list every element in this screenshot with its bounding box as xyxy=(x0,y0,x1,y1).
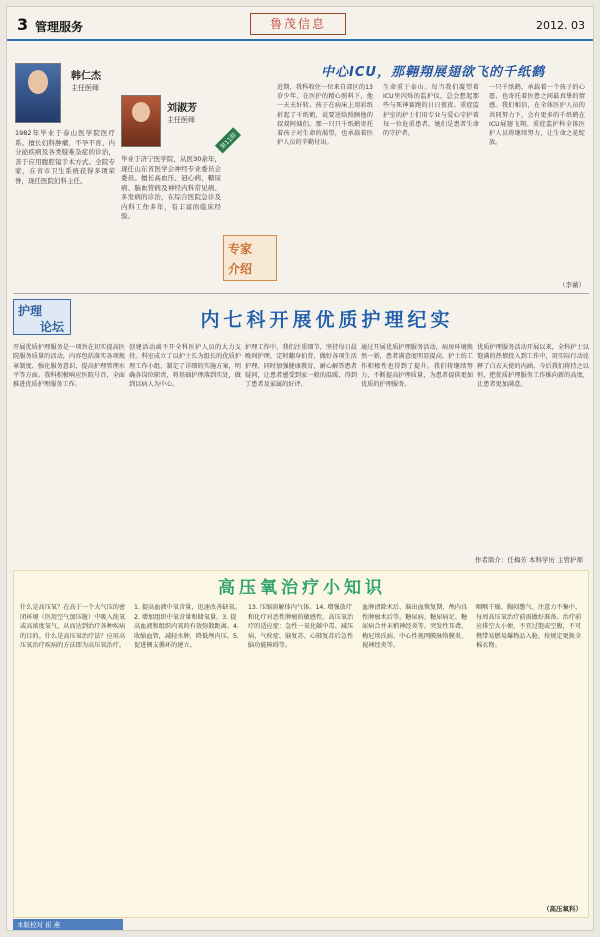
doctor2-photo xyxy=(121,95,161,147)
nursing-column-5: 优质护理服务活动开展以来，全科护士以饱满的热情投入到工作中，用实际行动诠释了白衣天使的内涵。今后我们将持之以恒，把优质护理服务工作推向新的高度，让患者更加满意。 xyxy=(477,344,589,389)
page-number: 3 xyxy=(17,15,29,34)
nursing-tag-line1: 护理 xyxy=(18,304,43,318)
knowledge-column-5: 咽喉干燥、胸闷憋气、注意力不集中、每周高压氧治疗前需做好准备。治疗前应排空大小便，不宜过饱或空腹，不可携带易燃易爆物品入舱，按规定更换全棉衣物。 xyxy=(476,604,582,650)
expert-label xyxy=(223,235,277,281)
doctor2-bio: 毕业于济宁医学院，从医30余年，现任山东省医学会神经专业委员会委员。擅长高血压、冠心病、糖尿病、脑血管病及神经内科常见病、多发病的诊治，在综合医院急诊及内科工作多年，有丰富的临床经验。 xyxy=(121,155,221,220)
nursing-forum-tag xyxy=(13,299,71,335)
nursing-tag-line2: 论坛 xyxy=(40,320,65,334)
nursing-column-2: 创建活动离不开全科医护人员的大力支持。科室成立了以护士长为组长的优质护理工作小组，制定了详细的实施方案，明确各岗位职责，将基础护理落到实处，做到以病人为中心。 xyxy=(129,344,241,389)
doctor1-photo xyxy=(15,63,61,123)
expert-label-line2: 介绍 xyxy=(228,262,253,276)
newspaper-logo: 鲁茂信息 xyxy=(250,13,346,35)
doctor1-name: 韩仁杰 xyxy=(71,71,101,82)
knowledge-title: 高压氧治疗小知识 xyxy=(218,578,386,598)
nursing-column-3: 护理工作中，我们注重细节，坚持每日晨晚间护理，定时翻身拍背，做好各项生活护理。同时加强健康教育，耐心解答患者疑问，让患者感受到家一般的温暖，得到了患者及家属的好评。 xyxy=(245,344,357,389)
doctor1-bio: 1982年毕业于泰山医学院医疗系。擅长妇科肿瘤、不孕不育、内分泌疾病及各类疑难杂症的诊治，善于应用腹腔镜手术方式。全院专家，在省市卫生系统获得多项荣誉，现任医院妇科主任。 xyxy=(15,129,115,185)
doctor1-title: 主任医师 xyxy=(71,84,99,92)
icu-article xyxy=(277,59,589,291)
nursing-author: 作者简介：任梅芳 本科学历 主管护师 xyxy=(474,556,583,564)
icu-article-author: （李薇） xyxy=(559,281,585,289)
icu-article-column-2: 生命重于泰山。每当我们凝望着ICU里闪烁的监护仪，总会想起那些与死神赛跑的日日夜夜。重症监护室的护士们用专业与爱心守护着每一位危重患者，她们是患者生命的守护者。 xyxy=(383,84,479,138)
knowledge-source: （高压氧科） xyxy=(543,905,582,913)
knowledge-column-2: 1. 提高血液中氧含量，迅速改善缺氧。2. 增加组织中氧含量和储氧量。3. 提高血液和组织内氧的有效弥散距离。4. 收缩血管，减轻水肿，降低颅内压。5. 促进侧支循环的建立。 xyxy=(134,604,241,650)
nursing-article-title: 内七科开展优质护理纪实 xyxy=(200,309,454,331)
section-name: 管理服务 xyxy=(35,20,84,34)
icu-article-column-1: 近期，我科收住一位来自郊区的13岁少年，在医护的精心照料下，他一天天好转。孩子在病床上用彩纸折起了千纸鹤，说要送给照顾他的叔叔阿姨们。那一只只千纸鹤寄托着孩子对生命的渴望，也承载着医护人员的辛勤付出。 xyxy=(277,84,373,147)
nursing-column-1: 开展优质护理服务是一项旨在切实提高医院服务质量的活动，内容包括落实各项规章制度、强化服务意识、提高护理管理水平等方面。我科积极响应医院号召，全面推进优质护理服务工作。 xyxy=(13,344,125,389)
nursing-column-4: 通过开展优质护理服务活动，病房环境焕然一新，患者满意度明显提高，护士的工作积极性也得到了提升。我们将继续努力，不断提高护理质量，为患者提供更加优质的护理服务。 xyxy=(361,344,473,389)
issue-badge: 第11期 xyxy=(215,128,241,154)
section-divider xyxy=(13,293,589,294)
doctor2-title: 主任医师 xyxy=(167,116,195,124)
hyperbaric-oxygen-knowledge xyxy=(13,570,589,918)
issue-date: 2012. 03 xyxy=(536,19,585,32)
newspaper-page xyxy=(6,6,594,931)
knowledge-column-4: 血肿清除术后、脑出血恢复期、颅内良性肿瘤术后等。糖尿病、糖尿病足、糖尿病合并末梢神经炎等。突发性耳聋、梅尼埃氏病、中心性视网膜脉络膜炎、视神经炎等。 xyxy=(362,604,468,650)
knowledge-column-1: 什么是高压氧？在高于一个大气压的密闭环境（医用空气加压舱）中吸入纯氧或高浓度氧气，从而达到治疗各种疾病的目的。什么是高压氧治疗法？应用高压氧治疗疾病的方法即为高压氧治疗。 xyxy=(20,604,126,650)
icu-article-column-3: 一只千纸鹤，承载着一个孩子的心愿，也寄托着医患之间最真挚的情感。我们相信，在全体医护人员的共同努力下，会有更多的千纸鹤在ICU展翅飞翔。重症监护科全体医护人员将继续努力，让生命之花绽放。 xyxy=(489,84,585,147)
icu-article-title: 中心ICU，那翱翔展翅欲飞的千纸鹤 xyxy=(321,65,545,80)
knowledge-column-3: 13. 压缩溶解体内气体。14. 增强放疗和化疗对恶性肿瘤的敏感性。高压氧治疗的适应症：急性一氧化碳中毒、减压病、气栓症、脑复苏、心肺复苏后急性脑功能障碍等。 xyxy=(248,604,354,650)
expert-label-line1: 专家 xyxy=(228,242,253,256)
proofreader-footer: 本版校对 崔 燕 xyxy=(13,919,123,931)
doctor2-name: 刘淑芳 xyxy=(167,103,197,114)
page-header xyxy=(7,7,594,41)
